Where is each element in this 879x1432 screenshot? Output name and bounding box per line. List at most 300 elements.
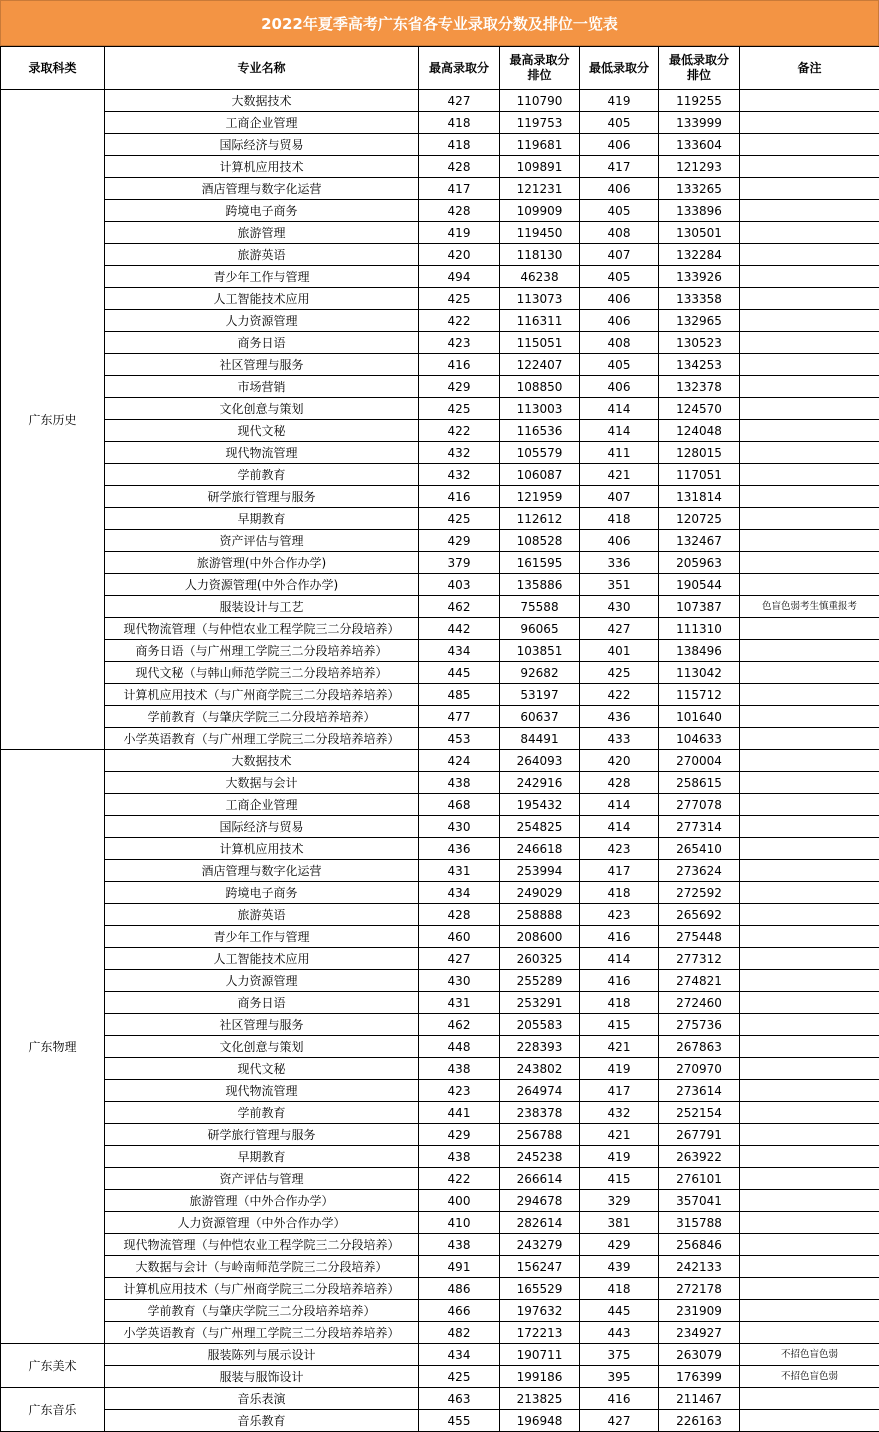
note-cell <box>740 662 879 684</box>
major-name-cell: 计算机应用技术 <box>105 156 419 178</box>
table-row <box>1 552 879 574</box>
max-score-cell: 441 <box>419 1102 500 1124</box>
major-name-cell: 酒店管理与数字化运营 <box>105 178 419 200</box>
major-name-cell: 现代文秘（与韩山师范学院三二分段培养培养） <box>105 662 419 684</box>
max-score-rank-cell: 119450 <box>500 222 580 244</box>
max-score-rank-cell: 135886 <box>500 574 580 596</box>
table-row <box>1 486 879 508</box>
table-row <box>1 838 879 860</box>
note-cell <box>740 706 879 728</box>
max-score-cell: 425 <box>419 288 500 310</box>
note-cell <box>740 288 879 310</box>
table-row <box>1 1234 879 1256</box>
min-score-cell: 417 <box>580 860 659 882</box>
major-name-cell: 计算机应用技术（与广州商学院三二分段培养培养） <box>105 684 419 706</box>
major-name-cell: 计算机应用技术 <box>105 838 419 860</box>
max-score-rank-cell: 253291 <box>500 992 580 1014</box>
max-score-cell: 424 <box>419 750 500 772</box>
max-score-rank-cell: 196948 <box>500 1410 580 1432</box>
min-score-cell: 405 <box>580 354 659 376</box>
min-score-rank-cell: 273614 <box>659 1080 740 1102</box>
max-score-rank-cell: 53197 <box>500 684 580 706</box>
max-score-cell: 438 <box>419 1146 500 1168</box>
min-score-rank-cell: 124570 <box>659 398 740 420</box>
table-row <box>1 354 879 376</box>
max-score-cell: 423 <box>419 1080 500 1102</box>
max-score-rank-cell: 96065 <box>500 618 580 640</box>
min-score-cell: 416 <box>580 1388 659 1410</box>
min-score-cell: 436 <box>580 706 659 728</box>
max-score-cell: 430 <box>419 970 500 992</box>
table-row <box>1 662 879 684</box>
min-score-rank-cell: 211467 <box>659 1388 740 1410</box>
max-score-rank-cell: 260325 <box>500 948 580 970</box>
max-score-cell: 423 <box>419 332 500 354</box>
max-score-rank-cell: 116536 <box>500 420 580 442</box>
max-score-cell: 453 <box>419 728 500 750</box>
min-score-rank-cell: 176399 <box>659 1366 740 1388</box>
min-score-rank-cell: 265410 <box>659 838 740 860</box>
note-cell <box>740 1300 879 1322</box>
min-score-cell: 416 <box>580 970 659 992</box>
table-row <box>1 1146 879 1168</box>
max-score-cell: 445 <box>419 662 500 684</box>
table-row <box>1 1168 879 1190</box>
max-score-rank-cell: 122407 <box>500 354 580 376</box>
note-cell <box>740 948 879 970</box>
note-cell <box>740 1388 879 1410</box>
note-cell <box>740 420 879 442</box>
note-cell <box>740 1058 879 1080</box>
min-score-cell: 428 <box>580 772 659 794</box>
note-cell <box>740 1168 879 1190</box>
note-cell <box>740 1124 879 1146</box>
max-score-rank-cell: 116311 <box>500 310 580 332</box>
max-score-rank-cell: 112612 <box>500 508 580 530</box>
table-row <box>1 90 879 112</box>
table-row <box>1 926 879 948</box>
table-row <box>1 398 879 420</box>
header-note: 备注 <box>740 47 879 90</box>
note-cell <box>740 486 879 508</box>
max-score-rank-cell: 199186 <box>500 1366 580 1388</box>
max-score-cell: 427 <box>419 948 500 970</box>
min-score-cell: 375 <box>580 1344 659 1366</box>
note-cell <box>740 464 879 486</box>
table-row <box>1 772 879 794</box>
table-row <box>1 464 879 486</box>
note-cell <box>740 640 879 662</box>
min-score-rank-cell: 124048 <box>659 420 740 442</box>
min-score-cell: 406 <box>580 178 659 200</box>
max-score-rank-cell: 208600 <box>500 926 580 948</box>
min-score-cell: 421 <box>580 1124 659 1146</box>
max-score-cell: 432 <box>419 442 500 464</box>
max-score-cell: 462 <box>419 596 500 618</box>
major-name-cell: 早期教育 <box>105 1146 419 1168</box>
min-score-cell: 406 <box>580 288 659 310</box>
table-row <box>1 1014 879 1036</box>
max-score-cell: 416 <box>419 354 500 376</box>
min-score-cell: 336 <box>580 552 659 574</box>
table-row <box>1 706 879 728</box>
min-score-cell: 415 <box>580 1014 659 1036</box>
min-score-cell: 381 <box>580 1212 659 1234</box>
max-score-rank-cell: 161595 <box>500 552 580 574</box>
max-score-cell: 494 <box>419 266 500 288</box>
header-min-score: 最低录取分 <box>580 47 659 90</box>
table-row <box>1 596 879 618</box>
max-score-rank-cell: 105579 <box>500 442 580 464</box>
table-row <box>1 1278 879 1300</box>
note-cell <box>740 882 879 904</box>
major-name-cell: 商务日语 <box>105 992 419 1014</box>
note-cell <box>740 310 879 332</box>
note-cell <box>740 1014 879 1036</box>
min-score-rank-cell: 133896 <box>659 200 740 222</box>
max-score-cell: 434 <box>419 640 500 662</box>
note-cell <box>740 838 879 860</box>
min-score-cell: 407 <box>580 244 659 266</box>
table-row <box>1 178 879 200</box>
table-row <box>1 1080 879 1102</box>
min-score-cell: 401 <box>580 640 659 662</box>
min-score-cell: 427 <box>580 618 659 640</box>
max-score-rank-cell: 256788 <box>500 1124 580 1146</box>
min-score-cell: 414 <box>580 794 659 816</box>
max-score-rank-cell: 254825 <box>500 816 580 838</box>
page-title: 2022年夏季高考广东省各专业录取分数及排位一览表 <box>0 0 879 46</box>
min-score-rank-cell: 234927 <box>659 1322 740 1344</box>
min-score-rank-cell: 101640 <box>659 706 740 728</box>
max-score-rank-cell: 255289 <box>500 970 580 992</box>
max-score-rank-cell: 106087 <box>500 464 580 486</box>
table-row <box>1 882 879 904</box>
min-score-rank-cell: 134253 <box>659 354 740 376</box>
table-row <box>1 288 879 310</box>
note-cell <box>740 728 879 750</box>
note-cell <box>740 618 879 640</box>
max-score-rank-cell: 113073 <box>500 288 580 310</box>
major-name-cell: 国际经济与贸易 <box>105 134 419 156</box>
min-score-rank-cell: 275448 <box>659 926 740 948</box>
min-score-rank-cell: 275736 <box>659 1014 740 1036</box>
max-score-rank-cell: 242916 <box>500 772 580 794</box>
min-score-rank-cell: 131814 <box>659 486 740 508</box>
note-cell <box>740 684 879 706</box>
max-score-cell: 434 <box>419 1344 500 1366</box>
min-score-rank-cell: 120725 <box>659 508 740 530</box>
note-cell: 色盲色弱考生慎重报考 <box>740 596 879 618</box>
min-score-cell: 445 <box>580 1300 659 1322</box>
table-row <box>1 442 879 464</box>
max-score-rank-cell: 243802 <box>500 1058 580 1080</box>
min-score-cell: 408 <box>580 332 659 354</box>
note-cell <box>740 332 879 354</box>
major-name-cell: 现代物流管理（与仲恺农业工程学院三二分段培养） <box>105 618 419 640</box>
max-score-cell: 416 <box>419 486 500 508</box>
table-row <box>1 1300 879 1322</box>
max-score-cell: 420 <box>419 244 500 266</box>
max-score-cell: 491 <box>419 1256 500 1278</box>
note-cell <box>740 1080 879 1102</box>
max-score-cell: 425 <box>419 398 500 420</box>
min-score-cell: 411 <box>580 442 659 464</box>
header-category: 录取科类 <box>1 47 105 90</box>
max-score-rank-cell: 60637 <box>500 706 580 728</box>
note-cell <box>740 552 879 574</box>
max-score-cell: 428 <box>419 200 500 222</box>
note-cell <box>740 992 879 1014</box>
major-name-cell: 商务日语（与广州理工学院三二分段培养培养） <box>105 640 419 662</box>
major-name-cell: 服装与服饰设计 <box>105 1366 419 1388</box>
max-score-cell: 428 <box>419 156 500 178</box>
max-score-rank-cell: 197632 <box>500 1300 580 1322</box>
table-row <box>1 1102 879 1124</box>
min-score-cell: 432 <box>580 1102 659 1124</box>
max-score-rank-cell: 115051 <box>500 332 580 354</box>
table-row <box>1 794 879 816</box>
major-name-cell: 跨境电子商务 <box>105 882 419 904</box>
major-name-cell: 旅游管理(中外合作办学) <box>105 552 419 574</box>
min-score-cell: 430 <box>580 596 659 618</box>
min-score-cell: 414 <box>580 816 659 838</box>
min-score-rank-cell: 231909 <box>659 1300 740 1322</box>
max-score-rank-cell: 246618 <box>500 838 580 860</box>
min-score-rank-cell: 270004 <box>659 750 740 772</box>
table-row <box>1 222 879 244</box>
min-score-rank-cell: 273624 <box>659 860 740 882</box>
major-name-cell: 小学英语教育（与广州理工学院三二分段培养培养） <box>105 728 419 750</box>
major-name-cell: 青少年工作与管理 <box>105 926 419 948</box>
max-score-cell: 417 <box>419 178 500 200</box>
table-row <box>1 420 879 442</box>
min-score-cell: 427 <box>580 1410 659 1432</box>
min-score-rank-cell: 132284 <box>659 244 740 266</box>
major-name-cell: 人力资源管理 <box>105 970 419 992</box>
category-cell: 广东物理 <box>1 750 105 1344</box>
major-name-cell: 旅游管理 <box>105 222 419 244</box>
min-score-rank-cell: 132965 <box>659 310 740 332</box>
major-name-cell: 酒店管理与数字化运营 <box>105 860 419 882</box>
category-cell: 广东音乐 <box>1 1388 105 1432</box>
table-row <box>1 530 879 552</box>
note-cell <box>740 1256 879 1278</box>
min-score-rank-cell: 315788 <box>659 1212 740 1234</box>
table-row <box>1 816 879 838</box>
max-score-cell: 427 <box>419 90 500 112</box>
table-row <box>1 1124 879 1146</box>
min-score-rank-cell: 263079 <box>659 1344 740 1366</box>
table-row <box>1 1410 879 1432</box>
min-score-cell: 414 <box>580 948 659 970</box>
table-row <box>1 728 879 750</box>
table-row <box>1 1036 879 1058</box>
max-score-rank-cell: 119753 <box>500 112 580 134</box>
min-score-cell: 419 <box>580 1058 659 1080</box>
note-cell <box>740 156 879 178</box>
max-score-cell: 400 <box>419 1190 500 1212</box>
major-name-cell: 现代文秘 <box>105 1058 419 1080</box>
major-name-cell: 旅游英语 <box>105 904 419 926</box>
major-name-cell: 学前教育 <box>105 1102 419 1124</box>
major-name-cell: 人力资源管理（中外合作办学） <box>105 1212 419 1234</box>
max-score-cell: 422 <box>419 1168 500 1190</box>
note-cell <box>740 772 879 794</box>
major-name-cell: 人力资源管理 <box>105 310 419 332</box>
min-score-cell: 420 <box>580 750 659 772</box>
max-score-cell: 438 <box>419 1058 500 1080</box>
note-cell <box>740 970 879 992</box>
min-score-cell: 408 <box>580 222 659 244</box>
max-score-cell: 418 <box>419 112 500 134</box>
note-cell <box>740 1410 879 1432</box>
min-score-cell: 429 <box>580 1234 659 1256</box>
note-cell <box>740 1234 879 1256</box>
min-score-rank-cell: 357041 <box>659 1190 740 1212</box>
max-score-cell: 482 <box>419 1322 500 1344</box>
max-score-cell: 429 <box>419 1124 500 1146</box>
min-score-rank-cell: 128015 <box>659 442 740 464</box>
table-row <box>1 618 879 640</box>
max-score-rank-cell: 245238 <box>500 1146 580 1168</box>
max-score-rank-cell: 282614 <box>500 1212 580 1234</box>
note-cell <box>740 1146 879 1168</box>
max-score-rank-cell: 205583 <box>500 1014 580 1036</box>
max-score-rank-cell: 165529 <box>500 1278 580 1300</box>
max-score-rank-cell: 92682 <box>500 662 580 684</box>
max-score-rank-cell: 110790 <box>500 90 580 112</box>
min-score-rank-cell: 104633 <box>659 728 740 750</box>
min-score-cell: 415 <box>580 1168 659 1190</box>
table-row <box>1 750 879 772</box>
min-score-rank-cell: 242133 <box>659 1256 740 1278</box>
note-cell <box>740 178 879 200</box>
min-score-rank-cell: 274821 <box>659 970 740 992</box>
table-row <box>1 244 879 266</box>
table-row <box>1 310 879 332</box>
header-min-rank: 最低录取分 排位 <box>659 47 740 90</box>
max-score-rank-cell: 46238 <box>500 266 580 288</box>
max-score-rank-cell: 121959 <box>500 486 580 508</box>
major-name-cell: 社区管理与服务 <box>105 354 419 376</box>
max-score-cell: 486 <box>419 1278 500 1300</box>
min-score-cell: 421 <box>580 1036 659 1058</box>
major-name-cell: 服装设计与工艺 <box>105 596 419 618</box>
min-score-rank-cell: 133265 <box>659 178 740 200</box>
major-name-cell: 工商企业管理 <box>105 794 419 816</box>
max-score-rank-cell: 238378 <box>500 1102 580 1124</box>
max-score-rank-cell: 228393 <box>500 1036 580 1058</box>
min-score-rank-cell: 276101 <box>659 1168 740 1190</box>
min-score-rank-cell: 121293 <box>659 156 740 178</box>
min-score-rank-cell: 133604 <box>659 134 740 156</box>
note-cell: 不招色盲色弱 <box>740 1344 879 1366</box>
max-score-rank-cell: 172213 <box>500 1322 580 1344</box>
major-name-cell: 现代物流管理 <box>105 442 419 464</box>
min-score-cell: 406 <box>580 310 659 332</box>
major-name-cell: 文化创意与策划 <box>105 1036 419 1058</box>
min-score-rank-cell: 267863 <box>659 1036 740 1058</box>
min-score-rank-cell: 272178 <box>659 1278 740 1300</box>
min-score-rank-cell: 107387 <box>659 596 740 618</box>
max-score-rank-cell: 266614 <box>500 1168 580 1190</box>
max-score-cell: 438 <box>419 1234 500 1256</box>
max-score-cell: 463 <box>419 1388 500 1410</box>
table-row <box>1 860 879 882</box>
min-score-cell: 351 <box>580 574 659 596</box>
major-name-cell: 大数据与会计（与岭南师范学院三二分段培养） <box>105 1256 419 1278</box>
max-score-cell: 477 <box>419 706 500 728</box>
max-score-rank-cell: 258888 <box>500 904 580 926</box>
note-cell <box>740 442 879 464</box>
header-max-rank: 最高录取分 排位 <box>500 47 580 90</box>
max-score-rank-cell: 195432 <box>500 794 580 816</box>
major-name-cell: 文化创意与策划 <box>105 398 419 420</box>
note-cell <box>740 508 879 530</box>
note-cell <box>740 244 879 266</box>
min-score-rank-cell: 277312 <box>659 948 740 970</box>
max-score-rank-cell: 84491 <box>500 728 580 750</box>
max-score-rank-cell: 243279 <box>500 1234 580 1256</box>
note-cell <box>740 1322 879 1344</box>
min-score-rank-cell: 226163 <box>659 1410 740 1432</box>
table-row <box>1 1366 879 1388</box>
major-name-cell: 早期教育 <box>105 508 419 530</box>
max-score-cell: 448 <box>419 1036 500 1058</box>
note-cell: 不招色盲色弱 <box>740 1366 879 1388</box>
major-name-cell: 大数据与会计 <box>105 772 419 794</box>
table-row <box>1 1322 879 1344</box>
header-max-score: 最高录取分 <box>419 47 500 90</box>
min-score-cell: 405 <box>580 266 659 288</box>
min-score-cell: 405 <box>580 112 659 134</box>
major-name-cell: 研学旅行管理与服务 <box>105 1124 419 1146</box>
note-cell <box>740 1190 879 1212</box>
min-score-rank-cell: 272592 <box>659 882 740 904</box>
min-score-cell: 423 <box>580 904 659 926</box>
max-score-cell: 429 <box>419 530 500 552</box>
min-score-rank-cell: 270970 <box>659 1058 740 1080</box>
category-cell: 广东历史 <box>1 90 105 750</box>
admission-score-table <box>0 46 879 1432</box>
category-cell: 广东美术 <box>1 1344 105 1388</box>
major-name-cell: 商务日语 <box>105 332 419 354</box>
max-score-cell: 431 <box>419 860 500 882</box>
min-score-rank-cell: 190544 <box>659 574 740 596</box>
table-row <box>1 376 879 398</box>
max-score-cell: 428 <box>419 904 500 926</box>
major-name-cell: 计算机应用技术（与广州商学院三二分段培养培养） <box>105 1278 419 1300</box>
major-name-cell: 国际经济与贸易 <box>105 816 419 838</box>
min-score-cell: 418 <box>580 1278 659 1300</box>
min-score-rank-cell: 277078 <box>659 794 740 816</box>
max-score-rank-cell: 294678 <box>500 1190 580 1212</box>
major-name-cell: 人工智能技术应用 <box>105 288 419 310</box>
table-row <box>1 684 879 706</box>
note-cell <box>740 266 879 288</box>
min-score-rank-cell: 130523 <box>659 332 740 354</box>
max-score-cell: 438 <box>419 772 500 794</box>
table-row <box>1 508 879 530</box>
min-score-cell: 418 <box>580 992 659 1014</box>
max-score-rank-cell: 113003 <box>500 398 580 420</box>
max-score-rank-cell: 190711 <box>500 1344 580 1366</box>
max-score-cell: 425 <box>419 508 500 530</box>
major-name-cell: 音乐表演 <box>105 1388 419 1410</box>
min-score-cell: 443 <box>580 1322 659 1344</box>
major-name-cell: 青少年工作与管理 <box>105 266 419 288</box>
